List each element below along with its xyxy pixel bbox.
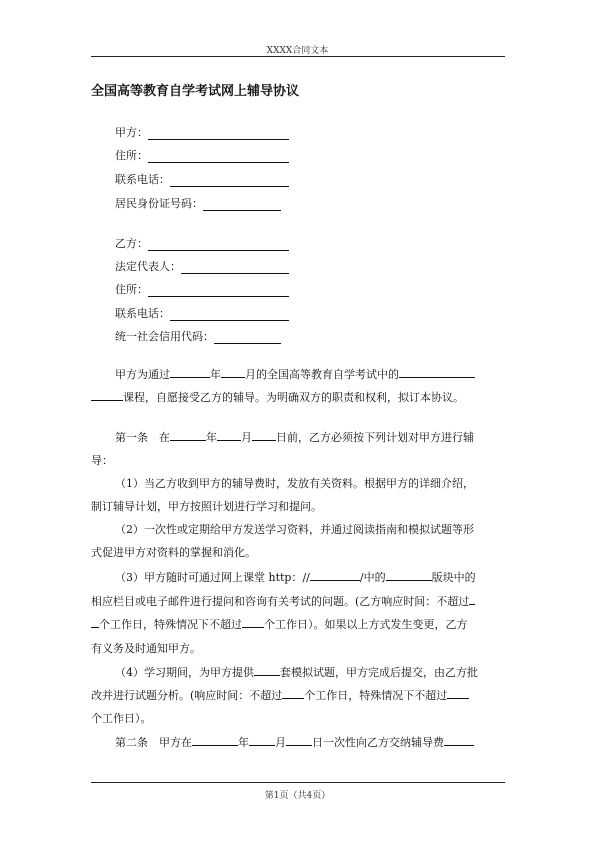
intro-text-3: 月的全国高等教育自学考试中的 bbox=[245, 368, 399, 381]
item-3-url-blank bbox=[310, 569, 360, 581]
item-4-text-line2b: 个工作日，特殊情况下不超过 bbox=[304, 689, 448, 702]
article-1-day-blank bbox=[252, 429, 276, 441]
intro-course-blank bbox=[91, 389, 123, 401]
item-2-line-2: 式促进甲方对资料的掌握和消化。 bbox=[91, 546, 256, 559]
article-2-line-1 bbox=[115, 734, 474, 750]
item-3-special-blank bbox=[242, 616, 264, 628]
article-1-month-blank bbox=[217, 429, 241, 441]
header-divider bbox=[91, 56, 505, 57]
party-a-id-label: 居民身份证号码： bbox=[115, 197, 203, 210]
item-3-text-line2: 相应栏目或电子邮件进行提问和咨询有关考试的问题。(乙方响应时间：不超过 bbox=[91, 595, 470, 608]
article-2-text-c: 月 bbox=[275, 736, 286, 749]
party-b-phone-blank bbox=[170, 308, 289, 321]
item-3-line-3 bbox=[91, 616, 468, 632]
article-2-month-blank bbox=[249, 734, 275, 746]
article-1-text-e: 导： bbox=[91, 454, 113, 467]
party-b-name-blank bbox=[148, 238, 289, 251]
article-2-text-b: 年 bbox=[238, 736, 249, 749]
intro-year-blank bbox=[170, 366, 210, 378]
item-4-text-b: 套模拟试题，甲方完成后提交，由乙方批 bbox=[280, 666, 478, 679]
intro-month-blank bbox=[221, 366, 245, 378]
article-1-year-blank bbox=[170, 429, 206, 441]
intro-line-2 bbox=[91, 389, 464, 405]
party-a-name-row bbox=[115, 124, 289, 140]
item-3-text-a: （3）甲方随时可通过网上课堂 http：// bbox=[115, 571, 310, 584]
item-4-response-blank bbox=[282, 687, 304, 699]
item-2-line-1: （2）一次性或定期给甲方发送学习资料，并通过阅读指南和模拟试题等形 bbox=[115, 523, 474, 536]
party-b-name-row bbox=[115, 235, 289, 251]
party-a-id-row bbox=[115, 195, 281, 211]
item-4-special-blank bbox=[447, 687, 469, 699]
article-1-line-1 bbox=[115, 429, 474, 445]
intro-subject-blank bbox=[399, 366, 475, 378]
item-4-text-a: （4）学习期间，为甲方提供 bbox=[115, 666, 254, 679]
item-4-text-line2a: 改并进行试题分析。(响应时间：不超过 bbox=[91, 689, 283, 702]
party-b-credit-row bbox=[115, 328, 281, 344]
item-3-response-blank-a bbox=[469, 593, 475, 605]
item-3-line-1 bbox=[115, 569, 476, 585]
party-b-label: 乙方： bbox=[115, 237, 148, 250]
party-b-phone-row bbox=[115, 305, 289, 321]
party-a-id-blank bbox=[203, 198, 281, 211]
party-a-name-blank bbox=[148, 127, 289, 140]
article-1-line-2 bbox=[91, 452, 113, 468]
item-3-line-4: 有义务及时通知甲方。 bbox=[91, 642, 201, 655]
party-b-address-label: 住所： bbox=[115, 283, 148, 296]
party-a-label: 甲方： bbox=[115, 126, 148, 139]
article-2-text-d: 日一次性向乙方交纳辅导费 bbox=[312, 736, 444, 749]
footer-divider bbox=[91, 782, 505, 783]
article-2-fee-blank bbox=[444, 734, 474, 746]
item-1-line-2: 制订辅导计划，甲方按照计划进行学习和提问。 bbox=[91, 500, 322, 513]
party-b-rep-row bbox=[115, 258, 289, 274]
article-1-text-c: 月 bbox=[241, 431, 252, 444]
page-header: XXXX合同文本 bbox=[266, 46, 329, 56]
item-4-line-2 bbox=[91, 687, 469, 703]
item-1-line-1: （1）当乙方收到甲方的辅导费时，发放有关资料。根据甲方的详细介绍， bbox=[115, 477, 474, 490]
party-a-phone-label: 联系电话： bbox=[115, 173, 170, 186]
party-a-address-blank bbox=[148, 150, 289, 163]
article-1-text-b: 年 bbox=[206, 431, 217, 444]
intro-text-2: 年 bbox=[210, 368, 221, 381]
party-a-address-label: 住所： bbox=[115, 149, 148, 162]
item-3-text-b: /中的 bbox=[359, 571, 386, 584]
party-b-credit-blank bbox=[214, 331, 281, 344]
item-3-text-line3b: 个工作日）。如果以上方式发生变更，乙方 bbox=[264, 618, 468, 631]
party-a-address-row bbox=[115, 147, 289, 163]
item-3-response-blank-b bbox=[91, 616, 99, 628]
party-b-rep-blank bbox=[181, 261, 289, 274]
article-1-text-a: 第一条 在 bbox=[115, 431, 170, 444]
item-4-line-1 bbox=[115, 664, 478, 680]
article-2-year-blank bbox=[192, 734, 238, 746]
party-a-phone-blank bbox=[170, 174, 289, 187]
item-3-section-blank bbox=[386, 569, 432, 581]
party-a-phone-row bbox=[115, 171, 289, 187]
article-1-text-d: 日前，乙方必须按下列计划对甲方进行辅 bbox=[276, 431, 474, 444]
party-b-address-blank bbox=[148, 284, 289, 297]
item-3-text-c: 版块中的 bbox=[431, 571, 476, 584]
item-4-sets-blank bbox=[254, 664, 280, 676]
item-3-line-2 bbox=[91, 593, 475, 609]
intro-text-1: 甲方为通过 bbox=[115, 368, 170, 381]
page-footer: 第1页（共4页） bbox=[264, 791, 331, 801]
party-b-phone-label: 联系电话： bbox=[115, 307, 170, 320]
party-b-address-row bbox=[115, 281, 289, 297]
intro-line-1 bbox=[115, 366, 475, 382]
item-3-text-line3a: 个工作日，特殊情况下不超过 bbox=[99, 618, 242, 631]
intro-text-4: 课程，自愿接受乙方的辅导。为明确双方的职责和权利，拟订本协议。 bbox=[123, 391, 464, 404]
article-2-day-blank bbox=[286, 734, 312, 746]
party-b-credit-label: 统一社会信用代码： bbox=[115, 330, 214, 343]
party-b-rep-label: 法定代表人： bbox=[115, 260, 181, 273]
item-4-line-3: 个工作日）。 bbox=[91, 712, 152, 725]
article-2-text-a: 第二条 甲方在 bbox=[115, 736, 192, 749]
document-title: 全国高等教育自学考试网上辅导协议 bbox=[91, 84, 300, 99]
